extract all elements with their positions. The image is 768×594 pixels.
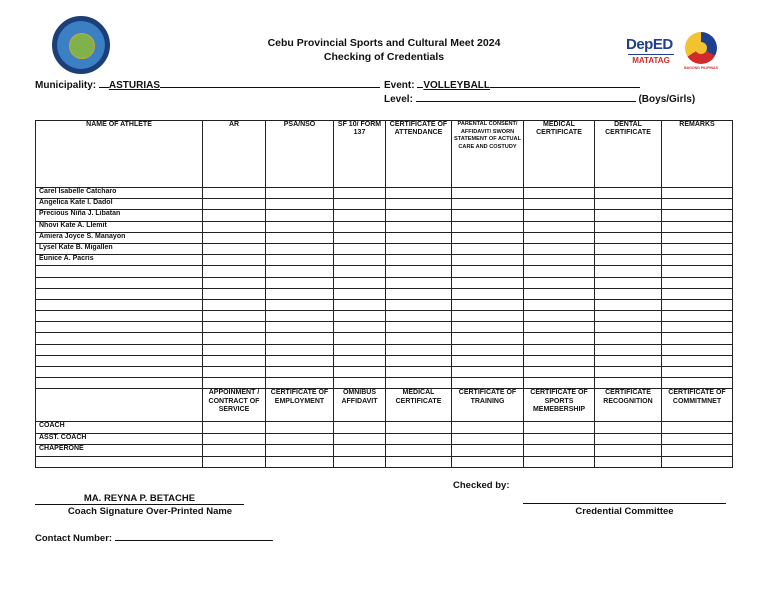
municipality-label: Municipality: [35, 80, 97, 91]
level-input-line[interactable] [416, 93, 636, 102]
credential-cell[interactable] [334, 255, 386, 266]
credential-cell[interactable] [452, 422, 524, 434]
credential-cell[interactable] [266, 311, 334, 322]
official-section [36, 389, 733, 422]
athlete-name-cell[interactable] [36, 277, 203, 288]
official-rows [36, 422, 733, 468]
credential-cell[interactable] [334, 232, 386, 243]
credential-cell[interactable] [266, 210, 334, 221]
credential-cell[interactable] [595, 378, 662, 389]
table-row [36, 299, 733, 310]
credential-cell[interactable] [334, 266, 386, 277]
credential-cell[interactable] [662, 266, 733, 277]
credential-cell[interactable] [203, 199, 266, 210]
credential-cell[interactable] [662, 456, 733, 468]
credential-cell[interactable] [386, 188, 452, 199]
credential-cell[interactable] [595, 277, 662, 288]
table-row [36, 232, 733, 243]
credential-cell[interactable] [203, 456, 266, 468]
credential-cell[interactable] [266, 456, 334, 468]
official-header-row [36, 389, 733, 422]
credential-cell[interactable] [524, 422, 595, 434]
credential-cell[interactable] [452, 333, 524, 344]
credentials-table [35, 120, 733, 468]
credential-cell[interactable] [334, 456, 386, 468]
credential-cell[interactable] [334, 288, 386, 299]
credential-cell[interactable] [595, 422, 662, 434]
credential-cell[interactable] [203, 266, 266, 277]
credential-cell[interactable] [595, 433, 662, 445]
credential-cell[interactable] [386, 288, 452, 299]
credential-cell[interactable] [452, 311, 524, 322]
credential-cell[interactable] [386, 456, 452, 468]
credential-cell[interactable] [524, 232, 595, 243]
col-header-commitment: CERTIFICATE OF COMMITMNET [662, 389, 733, 422]
credential-cell[interactable] [203, 188, 266, 199]
credential-cell[interactable] [386, 199, 452, 210]
credential-cell[interactable] [266, 221, 334, 232]
page-title: Cebu Provincial Sports and Cultural Meet 2024 [267, 37, 501, 49]
credential-cell[interactable] [524, 210, 595, 221]
table-row [36, 266, 733, 277]
page-subtitle: Checking of Credentials [323, 51, 445, 63]
credential-cell[interactable] [452, 355, 524, 366]
credential-cell[interactable] [203, 355, 266, 366]
coach-caption: Coach Signature Over-Printed Name [67, 506, 233, 517]
event-field [384, 79, 640, 91]
coach-name: MA. REYNA P. BETACHE [83, 493, 196, 504]
athlete-name-cell[interactable]: Nhovi Kate A. Llemit [36, 221, 203, 232]
credential-cell[interactable] [524, 333, 595, 344]
credential-cell[interactable] [662, 333, 733, 344]
credential-cell[interactable] [266, 277, 334, 288]
credential-cell[interactable] [266, 367, 334, 378]
credential-cell[interactable] [203, 299, 266, 310]
credential-cell[interactable] [662, 255, 733, 266]
credential-cell[interactable] [452, 299, 524, 310]
table-row [36, 188, 733, 199]
athlete-name-cell[interactable]: Precious Niña J. Libatan [36, 210, 203, 221]
credential-cell[interactable] [595, 188, 662, 199]
credential-cell[interactable] [595, 243, 662, 254]
deped-wordmark: DepED [626, 36, 673, 53]
table-row [36, 344, 733, 355]
credential-cell[interactable] [452, 221, 524, 232]
credential-cell[interactable] [452, 344, 524, 355]
credential-cell[interactable] [662, 232, 733, 243]
credential-cell[interactable] [595, 367, 662, 378]
credential-cell[interactable] [386, 266, 452, 277]
credential-cell[interactable] [452, 232, 524, 243]
credential-cell[interactable] [334, 210, 386, 221]
col-header-name: NAME OF ATHLETE [36, 121, 203, 188]
level-field [384, 93, 695, 105]
credential-cell[interactable] [334, 221, 386, 232]
col-header-training: CERTIFICATE OF TRAINING [452, 389, 524, 422]
credential-cell[interactable] [266, 333, 334, 344]
official-header-blank [36, 389, 203, 422]
credential-cell[interactable] [595, 232, 662, 243]
athlete-name-cell[interactable] [36, 378, 203, 389]
credential-cell[interactable] [266, 199, 334, 210]
credential-cell[interactable] [524, 311, 595, 322]
credential-cell[interactable] [662, 311, 733, 322]
athlete-name-cell[interactable] [36, 266, 203, 277]
contact-number-field [35, 532, 273, 544]
credential-cell[interactable] [334, 243, 386, 254]
credential-cell[interactable] [524, 433, 595, 445]
col-header-medical: MEDICAL CERTIFICATE [524, 121, 595, 188]
credential-cell[interactable] [203, 210, 266, 221]
table-row [36, 288, 733, 299]
credential-cell[interactable] [524, 266, 595, 277]
credential-cell[interactable] [386, 243, 452, 254]
credential-cell[interactable] [662, 367, 733, 378]
credential-cell[interactable] [334, 311, 386, 322]
credential-cell[interactable] [386, 277, 452, 288]
credential-cell[interactable] [203, 433, 266, 445]
credential-cell[interactable] [524, 277, 595, 288]
athlete-header-row [36, 121, 733, 188]
credential-cell[interactable] [386, 210, 452, 221]
athlete-name-cell[interactable]: Amiera Joyce S. Manayon [36, 232, 203, 243]
contact-input-line[interactable] [115, 532, 273, 541]
credential-cell[interactable] [662, 288, 733, 299]
credential-cell[interactable] [595, 266, 662, 277]
credential-cell[interactable] [266, 433, 334, 445]
municipality-field [35, 79, 380, 91]
credential-cell[interactable] [452, 199, 524, 210]
official-row [36, 445, 733, 457]
credential-cell[interactable] [386, 378, 452, 389]
credential-cell[interactable] [595, 333, 662, 344]
credential-cell[interactable] [452, 277, 524, 288]
event-label: Event: [384, 80, 415, 91]
credential-cell[interactable] [334, 355, 386, 366]
col-header-sf10: SF 10/ FORM 137 [334, 121, 386, 188]
credential-cell[interactable] [334, 378, 386, 389]
bagong-pilipinas-caption: BAGONG PILIPINAS [684, 66, 718, 70]
credential-cell[interactable] [452, 255, 524, 266]
credential-cell[interactable] [266, 344, 334, 355]
credential-cell[interactable] [266, 255, 334, 266]
credential-cell[interactable] [524, 456, 595, 468]
credential-cell[interactable] [334, 433, 386, 445]
col-header-psa: PSA/NSO [266, 121, 334, 188]
credential-cell[interactable] [203, 311, 266, 322]
credential-cell[interactable] [203, 288, 266, 299]
official-role-cell[interactable] [36, 456, 203, 468]
col-header-remarks: REMARKS [662, 121, 733, 188]
credential-cell[interactable] [595, 445, 662, 457]
athlete-name-cell[interactable] [36, 299, 203, 310]
credential-cell[interactable] [524, 367, 595, 378]
credential-cell[interactable] [334, 299, 386, 310]
deped-divider [628, 54, 674, 55]
athlete-name-cell[interactable] [36, 355, 203, 366]
credential-cell[interactable] [334, 367, 386, 378]
col-header-omnibus: OMNIBUS AFFIDAVIT [334, 389, 386, 422]
credential-cell[interactable] [386, 422, 452, 434]
credential-cell[interactable] [662, 199, 733, 210]
contact-label: Contact Number: [35, 533, 113, 544]
col-header-ar: AR [203, 121, 266, 188]
credential-cell[interactable] [524, 378, 595, 389]
credential-cell[interactable] [452, 243, 524, 254]
athlete-name-cell[interactable] [36, 288, 203, 299]
credential-cell[interactable] [595, 456, 662, 468]
credential-cell[interactable] [524, 199, 595, 210]
credential-cell[interactable] [524, 255, 595, 266]
credential-cell[interactable] [662, 344, 733, 355]
credential-cell[interactable] [595, 299, 662, 310]
credential-cell[interactable] [524, 322, 595, 333]
table-row [36, 277, 733, 288]
credential-cell[interactable] [386, 355, 452, 366]
bagong-pilipinas-logo [680, 28, 722, 72]
credential-cell[interactable] [524, 344, 595, 355]
credential-cell[interactable] [386, 445, 452, 457]
credential-cell[interactable] [452, 433, 524, 445]
col-header-sports-membership: CERTIFICATE OF SPORTS MEMEBERSHIP [524, 389, 595, 422]
event-value[interactable]: VOLLEYBALL [423, 80, 491, 91]
credential-cell[interactable] [266, 243, 334, 254]
credential-cell[interactable] [386, 299, 452, 310]
credential-cell[interactable] [334, 322, 386, 333]
table-row [36, 333, 733, 344]
credential-cell[interactable] [266, 266, 334, 277]
credential-cell[interactable] [203, 445, 266, 457]
credential-cell[interactable] [203, 277, 266, 288]
credential-cell[interactable] [662, 221, 733, 232]
athlete-rows [36, 188, 733, 389]
committee-signature-line[interactable] [523, 493, 726, 504]
credential-cell[interactable] [266, 299, 334, 310]
athlete-name-cell[interactable] [36, 311, 203, 322]
table-row [36, 367, 733, 378]
credential-cell[interactable] [386, 322, 452, 333]
credential-cell[interactable] [266, 355, 334, 366]
athlete-name-cell[interactable]: Carel Isabelle Catcharo [36, 188, 203, 199]
credential-cell[interactable] [452, 378, 524, 389]
credential-cell[interactable] [386, 221, 452, 232]
credential-cell[interactable] [334, 422, 386, 434]
credential-cell[interactable] [662, 243, 733, 254]
official-role-cell[interactable]: CHAPERONE [36, 445, 203, 457]
table-row [36, 322, 733, 333]
credential-cell[interactable] [334, 344, 386, 355]
credential-cell[interactable] [334, 188, 386, 199]
table-row [36, 243, 733, 254]
col-header-employment: CERTIFICATE OF EMPLOYMENT [266, 389, 334, 422]
level-label: Level: [384, 94, 413, 105]
athlete-name-cell[interactable]: Angelica Kate I. Dadol [36, 199, 203, 210]
credential-cell[interactable] [662, 355, 733, 366]
credential-cell[interactable] [203, 322, 266, 333]
credential-cell[interactable] [203, 367, 266, 378]
credential-cell[interactable] [386, 232, 452, 243]
athlete-name-cell[interactable]: Eunice A. Pacris [36, 255, 203, 266]
credential-cell[interactable] [662, 299, 733, 310]
credential-cell[interactable] [662, 322, 733, 333]
credential-cell[interactable] [266, 188, 334, 199]
credential-cell[interactable] [266, 422, 334, 434]
credential-cell[interactable] [203, 344, 266, 355]
credential-cell[interactable] [595, 288, 662, 299]
credential-cell[interactable] [386, 344, 452, 355]
coach-signature-line[interactable] [35, 493, 244, 505]
table-row [36, 199, 733, 210]
credential-cell[interactable] [662, 433, 733, 445]
credential-cell[interactable] [662, 277, 733, 288]
credential-cell[interactable] [203, 255, 266, 266]
athlete-name-cell[interactable] [36, 322, 203, 333]
official-row [36, 433, 733, 445]
credential-cell[interactable] [452, 322, 524, 333]
credential-cell[interactable] [595, 344, 662, 355]
col-header-official-medical: MEDICAL CERTIFICATE [386, 389, 452, 422]
table-row [36, 311, 733, 322]
credential-cell[interactable] [266, 322, 334, 333]
table-row [36, 210, 733, 221]
table-row [36, 355, 733, 366]
level-suffix: (Boys/Girls) [638, 94, 696, 105]
credential-cell[interactable] [452, 456, 524, 468]
credential-cell[interactable] [595, 355, 662, 366]
official-row [36, 422, 733, 434]
credential-cell[interactable] [524, 299, 595, 310]
athlete-name-cell[interactable] [36, 367, 203, 378]
credential-cell[interactable] [452, 188, 524, 199]
credential-cell[interactable] [334, 277, 386, 288]
credential-cell[interactable] [334, 445, 386, 457]
credential-cell[interactable] [203, 243, 266, 254]
credential-cell[interactable] [524, 288, 595, 299]
credential-cell[interactable] [203, 333, 266, 344]
table-row [36, 221, 733, 232]
credential-cell[interactable] [595, 199, 662, 210]
credential-cell[interactable] [452, 266, 524, 277]
credential-cell[interactable] [452, 210, 524, 221]
credential-cell[interactable] [595, 255, 662, 266]
credential-cell[interactable] [524, 188, 595, 199]
athlete-name-cell[interactable]: Lysel Kate B. Migallen [36, 243, 203, 254]
credential-cell[interactable] [662, 422, 733, 434]
credential-cell[interactable] [524, 355, 595, 366]
credential-cell[interactable] [266, 288, 334, 299]
credential-cell[interactable] [524, 243, 595, 254]
credential-cell[interactable] [595, 322, 662, 333]
col-header-appointment: APPOINMENT / CONTRACT OF SERVICE [203, 389, 266, 422]
matatag-wordmark: MATATAG [632, 56, 670, 65]
credential-cell[interactable] [386, 367, 452, 378]
credential-cell[interactable] [203, 422, 266, 434]
credential-cell[interactable] [386, 311, 452, 322]
credential-cell[interactable] [595, 221, 662, 232]
credential-cell[interactable] [662, 188, 733, 199]
credential-cell[interactable] [662, 210, 733, 221]
credential-cell[interactable] [524, 221, 595, 232]
credential-cell[interactable] [386, 255, 452, 266]
credential-cell[interactable] [662, 378, 733, 389]
athlete-name-cell[interactable] [36, 344, 203, 355]
credential-cell[interactable] [386, 433, 452, 445]
committee-caption: Credential Committee [575, 506, 674, 517]
deped-logo [626, 36, 676, 72]
credential-cell[interactable] [334, 199, 386, 210]
col-header-recognition: CERTIFICATE RECOGNITION [595, 389, 662, 422]
col-header-dental: DENTAL CERTIFICATE [595, 121, 662, 188]
col-header-attendance: CERTIFICATE OF ATTENDANCE [386, 121, 452, 188]
municipality-value[interactable]: ASTURIAS [108, 80, 161, 91]
athlete-name-cell[interactable] [36, 333, 203, 344]
bagong-pilipinas-emblem [685, 32, 717, 64]
credential-cell[interactable] [203, 221, 266, 232]
credential-cell[interactable] [266, 378, 334, 389]
credential-cell[interactable] [334, 333, 386, 344]
credential-cell[interactable] [662, 445, 733, 457]
official-role-cell[interactable]: ASST. COACH [36, 433, 203, 445]
credential-cell[interactable] [595, 210, 662, 221]
table-row [36, 378, 733, 389]
credential-cell[interactable] [386, 333, 452, 344]
credential-cell[interactable] [203, 378, 266, 389]
credential-cell[interactable] [266, 445, 334, 457]
col-header-parental-consent: PARENTAL CONSENT/ AFFIDAVIT/ SWORN STATEMENT OF ACTUAL CARE AND COSTUDY [452, 121, 524, 188]
credential-cell[interactable] [452, 288, 524, 299]
credential-cell[interactable] [452, 445, 524, 457]
checked-by-label: Checked by: [453, 480, 510, 491]
official-role-cell[interactable]: COACH [36, 422, 203, 434]
credential-cell[interactable] [595, 311, 662, 322]
table-row [36, 255, 733, 266]
credential-cell[interactable] [452, 367, 524, 378]
credential-cell[interactable] [266, 232, 334, 243]
credential-cell[interactable] [524, 445, 595, 457]
official-row [36, 456, 733, 468]
credential-cell[interactable] [203, 232, 266, 243]
